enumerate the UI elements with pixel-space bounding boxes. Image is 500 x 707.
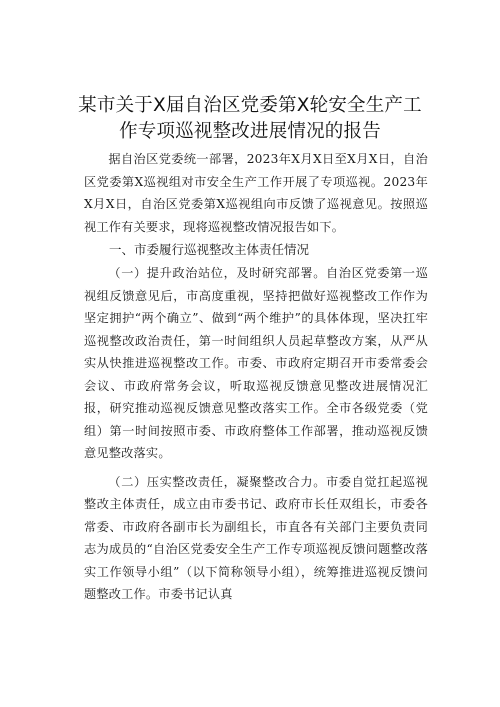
intro-paragraph: 据自治区党委统一部署，2023年X月X日至X月X日，自治区党委第X巡视组对市安全生产工作开展了专项巡视。2023年X月X日，自治区党委第X巡视组向市反馈了巡视意见。按照巡视工作有关要求，现将巡视整改情况报告如下。 [84, 152, 428, 234]
body-paragraph: （二）压实整改责任，凝聚整改合力。市委自觉扛起巡视整改主体责任，成立由市委书记、政府市长任双组长，市委各常委、市政府各副市长为副组长，市直各有关部门主要负责同志为成员的“自治区党委安全生产工作专项巡视反馈问题整改落实工作领导小组”（以下简称领导小组），统筹推进巡视反馈问题整改工作。市委书记认真 [84, 474, 428, 601]
document-title-line-1: 某市关于X届自治区党委第X轮安全生产工 [78, 95, 422, 116]
body-paragraph: （一）提升政治站位，及时研究部署。自治区党委第一巡视组反馈意见后，市高度重视，坚持把做好巡视整改工作作为坚定拥护“两个确立”、做到“两个维护”的具体体现，坚决扛牢巡视整改政治责任，第一时间组织人员起草整改方案，从严从实从快推进巡视整改工作。市委、市政府定期召开市委常委会会议、市政府常务会议，听取巡视反馈意见整改进展情况汇报，研究推动巡视反馈意见整改落实工作。全市各级党委（党组）第一时间按照市委、市政府整体工作部署，推动巡视反馈意见整改落实。 [84, 266, 428, 460]
section-heading: 一、市委履行巡视整改主体责任情况 [109, 242, 310, 257]
document-body [84, 148, 428, 606]
document-title-line-2: 作专项巡视整改进展情况的报告 [119, 121, 381, 142]
